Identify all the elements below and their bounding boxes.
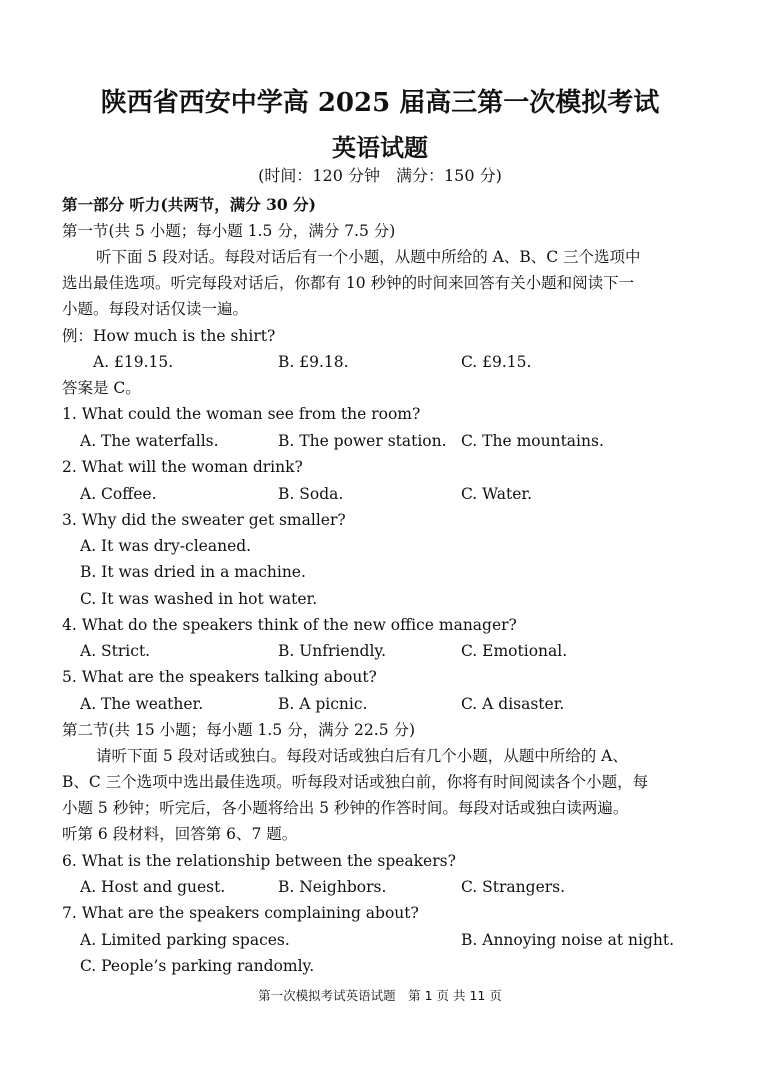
- time-info: (时间：120 分钟 满分：150 分): [258, 166, 502, 185]
- q5-option-c: C. A disaster.: [461, 695, 565, 713]
- subject-title: 英语试题: [332, 133, 428, 162]
- q7-option-b: B. Annoying noise at night.: [461, 931, 675, 949]
- example-answer: 答案是 C。: [62, 379, 141, 397]
- q6-option-a: A. Host and guest.: [80, 878, 226, 896]
- q5-option-a: A. The weather.: [80, 695, 204, 713]
- q1-option-c: C. The mountains.: [461, 432, 604, 450]
- q4-option-c: C. Emotional.: [461, 642, 568, 660]
- question-1: 1. What could the woman see from the room?: [62, 405, 421, 423]
- example-question: 例：How much is the shirt?: [62, 327, 276, 345]
- question-4: 4. What do the speakers think of the new office manager?: [62, 616, 517, 634]
- section1-instruction: 听下面 5 段对话。每段对话后有一个小题，从题中所给的 A、B、C 三个选项中: [96, 248, 641, 266]
- section2-heading: 第二节(共 15 小题；每小题 1.5 分，满分 22.5 分): [62, 721, 416, 739]
- q1-option-b: B. The power station.: [278, 432, 447, 450]
- question-3: 3. Why did the sweater get smaller?: [62, 511, 346, 529]
- q7-option-c: C. People’s parking randomly.: [80, 957, 315, 975]
- q3-option-b: B. It was dried in a machine.: [80, 563, 306, 581]
- q6-option-b: B. Neighbors.: [278, 878, 387, 896]
- q2-option-c: C. Water.: [461, 485, 533, 503]
- section1-instruction: 选出最佳选项。听完每段对话后，你都有 10 秒钟的时间来回答有关小题和阅读下一: [62, 274, 635, 292]
- part1-heading: 第一部分 听力(共两节，满分 30 分): [62, 195, 316, 214]
- exam-title: 陕西省西安中学高 2025 届高三第一次模拟考试: [100, 88, 660, 118]
- q7-option-a: A. Limited parking spaces.: [80, 931, 290, 949]
- q4-option-a: A. Strict.: [80, 642, 151, 660]
- q5-option-b: B. A picnic.: [278, 695, 368, 713]
- q2-option-a: A. Coffee.: [80, 485, 157, 503]
- q3-option-a: A. It was dry-cleaned.: [80, 537, 252, 555]
- question-5: 5. What are the speakers talking about?: [62, 668, 377, 686]
- section2-instruction: 小题 5 秒钟；听完后，各小题将给出 5 秒钟的作答时间。每段对话或独白读两遍。: [62, 799, 629, 817]
- section2-instruction: B、C 三个选项中选出最佳选项。听每段对话或独白前，你将有时间阅读各个小题，每: [62, 773, 649, 791]
- section1-heading: 第一节(共 5 小题；每小题 1.5 分，满分 7.5 分): [62, 222, 396, 240]
- question-7: 7. What are the speakers complaining about?: [62, 904, 419, 922]
- example-option-a: A. £19.15.: [93, 353, 174, 371]
- example-option-b: B. £9.18.: [278, 353, 349, 371]
- question-2: 2. What will the woman drink?: [62, 458, 303, 476]
- q6-option-c: C. Strangers.: [461, 878, 566, 896]
- example-option-c: C. £9.15.: [461, 353, 532, 371]
- q3-option-c: C. It was washed in hot water.: [80, 590, 318, 608]
- section1-instruction: 小题。每段对话仅读一遍。: [62, 300, 249, 318]
- section2-instruction: 请听下面 5 段对话或独白。每段对话或独白后有几个小题，从题中所给的 A、: [96, 747, 628, 765]
- section2-instruction: 听第 6 段材料，回答第 6、7 题。: [62, 825, 298, 843]
- question-6: 6. What is the relationship between the speakers?: [62, 852, 456, 870]
- q4-option-b: B. Unfriendly.: [278, 642, 387, 660]
- q2-option-b: B. Soda.: [278, 485, 344, 503]
- q1-option-a: A. The waterfalls.: [80, 432, 219, 450]
- page-footer: 第一次模拟考试英语试题 第 1 页 共 11 页: [258, 988, 502, 1003]
